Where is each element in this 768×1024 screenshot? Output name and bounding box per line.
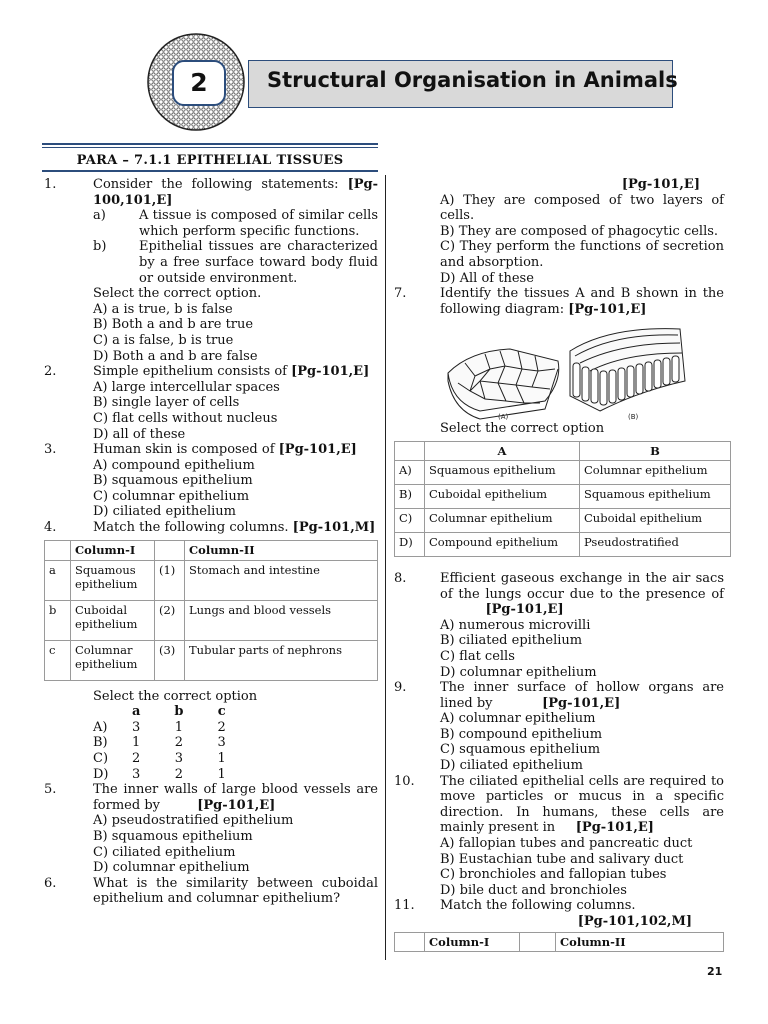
- prompt-text: Select the correct option.: [93, 286, 262, 302]
- statement: a) A tissue is composed of similar cells which perform specific functions.: [93, 208, 378, 239]
- question-text: The inner walls of large blood vessels are formed by [Pg-101,E]: [93, 782, 378, 813]
- column-divider: [385, 175, 386, 960]
- question-8: [394, 571, 724, 618]
- left-column: [44, 177, 378, 907]
- option: B) compound epithelium: [440, 726, 603, 742]
- tissue-a-figure: [448, 349, 559, 422]
- question-text: The inner surface of hollow organs are lined by [Pg-101,E]: [440, 680, 724, 711]
- option: D) ciliated epithelium: [440, 758, 583, 774]
- question-number: 1.: [44, 177, 57, 192]
- option: B) single layer of cells: [93, 395, 240, 411]
- page-reference: [Pg-100,101,E]: [93, 177, 378, 208]
- question-10: [394, 774, 724, 836]
- page-reference: [Pg-101,E]: [197, 797, 276, 813]
- match-table: [44, 540, 378, 681]
- option: C) flat cells without nucleus: [93, 410, 278, 426]
- page-reference: [Pg-101,E]: [485, 602, 564, 618]
- page-reference: [Pg-101,E]: [542, 695, 621, 711]
- chapter-title: Structural Organisation in Animals: [267, 68, 678, 92]
- question-number: 3.: [44, 442, 57, 458]
- section-rule-thin: [42, 147, 378, 148]
- option: B) Both a and b are true: [93, 317, 254, 333]
- question-number: 5.: [44, 782, 57, 798]
- option: A) compound epithelium: [93, 457, 255, 473]
- table-header-row: Column-I Column-II: [45, 540, 378, 560]
- page-reference: [Pg-101,E]: [278, 442, 357, 458]
- page-reference: [Pg-101,E]: [575, 820, 654, 836]
- question-3: [44, 442, 378, 458]
- figure-label-a: (A): [498, 413, 509, 422]
- option: A) a is true, b is false: [93, 301, 233, 317]
- question-number: 9.: [394, 680, 407, 696]
- table-row: C) Columnar epithelium Cuboidal epithelium: [395, 508, 731, 532]
- page-reference: [Pg-101,E]: [291, 364, 370, 380]
- options-table: [394, 441, 731, 557]
- page-reference: [Pg-101,E]: [568, 301, 647, 317]
- question-number: 6.: [44, 875, 57, 891]
- option: A) pseudostratified epithelium: [93, 813, 294, 829]
- chapter-number: 2: [172, 60, 226, 106]
- question-text: Simple epithelium consists of [Pg-101,E]: [93, 364, 370, 380]
- table-row: b Cuboidal epithelium (2) Lungs and blood vessels: [45, 600, 378, 640]
- answer-row: C) 2 3 1: [93, 751, 226, 767]
- right-column: [394, 177, 724, 952]
- statement: b) Epithelial tissues are characterized by a free surface toward body fluid or outside environment.: [93, 239, 378, 286]
- option: D) Both a and b are false: [93, 348, 258, 364]
- answer-header-row: a b c: [131, 704, 226, 720]
- answer-row: A) 3 1 2: [93, 719, 226, 735]
- table-header-row: A B: [395, 441, 731, 460]
- question-5: [44, 782, 378, 813]
- option: A) large intercellular spaces: [93, 379, 280, 395]
- option: C) columnar epithelium: [93, 488, 250, 504]
- epithelium-diagram: [440, 321, 690, 421]
- question-7: [394, 286, 724, 317]
- question-text: Match the following columns.: [440, 898, 636, 914]
- option: B) squamous epithelium: [93, 473, 253, 489]
- option: C) squamous epithelium: [440, 742, 601, 758]
- table-row: c Columnar epithelium (3) Tubular parts of nephrons: [45, 640, 378, 680]
- option: A) They are composed of two layers of cells.: [440, 192, 724, 224]
- option: B) They are composed of phagocytic cells.: [440, 223, 719, 239]
- answer-row: B) 1 2 3: [93, 735, 226, 751]
- question-1: [44, 177, 378, 208]
- option: D) all of these: [93, 426, 186, 442]
- question-9: [394, 680, 724, 711]
- table-row: A) Squamous epithelium Columnar epithelium: [395, 460, 731, 484]
- question-text: Consider the following statements: [Pg-100,101,E]: [93, 177, 378, 208]
- option: D) columnar epithelium: [440, 664, 597, 680]
- question-text: Match the following columns. [Pg-101,M]: [93, 520, 376, 536]
- option: C) ciliated epithelium: [93, 844, 236, 860]
- option: D) ciliated epithelium: [93, 504, 236, 520]
- option: B) Eustachian tube and salivary duct: [440, 851, 684, 867]
- answer-grid: [93, 704, 243, 782]
- page-reference: [Pg-101,102,M]: [577, 914, 692, 929]
- question-number: 7.: [394, 286, 407, 302]
- option: A) fallopian tubes and pancreatic duct: [440, 836, 693, 852]
- question-number: 10.: [394, 773, 415, 789]
- option: C) They perform the functions of secretion and absorption.: [440, 239, 724, 270]
- page-reference: [Pg-101,E]: [621, 177, 700, 192]
- table-row: a Squamous epithelium (1) Stomach and intestine: [45, 560, 378, 600]
- question-6: [44, 876, 378, 907]
- question-number: 8.: [394, 570, 407, 586]
- question-text: Identify the tissues A and B shown in the following diagram: [Pg-101,E]: [440, 286, 724, 317]
- chapter-title-box: [248, 60, 678, 108]
- match-table: [394, 932, 724, 952]
- option: D) columnar epithelium: [93, 860, 250, 876]
- option: C) a is false, b is true: [93, 332, 234, 348]
- table-row: D) Compound epithelium Pseudostratified: [395, 532, 731, 556]
- figure-label-b: (B): [628, 413, 639, 422]
- question-text: The ciliated epithelial cells are required to move particles or mucus in a specific direction. In humans, these cells are mainly present in [Pg-101,E]: [440, 773, 724, 836]
- option: D) bile duct and bronchioles: [440, 882, 627, 898]
- question-number: 2.: [44, 364, 57, 380]
- tissue-b-figure: [570, 329, 685, 411]
- prompt-text: Select the correct option: [93, 688, 258, 704]
- option: B) squamous epithelium: [93, 829, 253, 844]
- option: D) All of these: [440, 270, 534, 286]
- table-row: B) Cuboidal epithelium Squamous epithelium: [395, 484, 731, 508]
- option: B) ciliated epithelium: [440, 633, 583, 649]
- option: A) columnar epithelium: [440, 711, 596, 727]
- question-2: [44, 364, 378, 380]
- question-4: [44, 520, 378, 536]
- question-text: Efficient gaseous exchange in the air sacs of the lungs occur due to the presence of [Pg-101,E]: [440, 570, 724, 618]
- question-text: Human skin is composed of [Pg-101,E]: [93, 442, 357, 458]
- answer-row: D) 3 2 1: [93, 766, 226, 782]
- question-number: 11.: [394, 898, 415, 914]
- option: C) flat cells: [440, 648, 515, 664]
- section-rule: [42, 143, 378, 145]
- option: C) bronchioles and fallopian tubes: [440, 867, 667, 883]
- section-heading: PARA – 7.1.1 EPITHELIAL TISSUES: [42, 150, 378, 172]
- option: A) numerous microvilli: [440, 617, 591, 633]
- page-number: 21: [707, 965, 723, 978]
- question-text: What is the similarity between cuboidal epithelium and columnar epithelium?: [93, 875, 378, 907]
- page-reference: [Pg-101,M]: [292, 520, 376, 536]
- question-number: 4.: [44, 520, 57, 536]
- prompt-text: Select the correct option: [440, 421, 605, 437]
- table-header-row: Column-I Column-II: [395, 932, 724, 951]
- question-11: [394, 898, 724, 914]
